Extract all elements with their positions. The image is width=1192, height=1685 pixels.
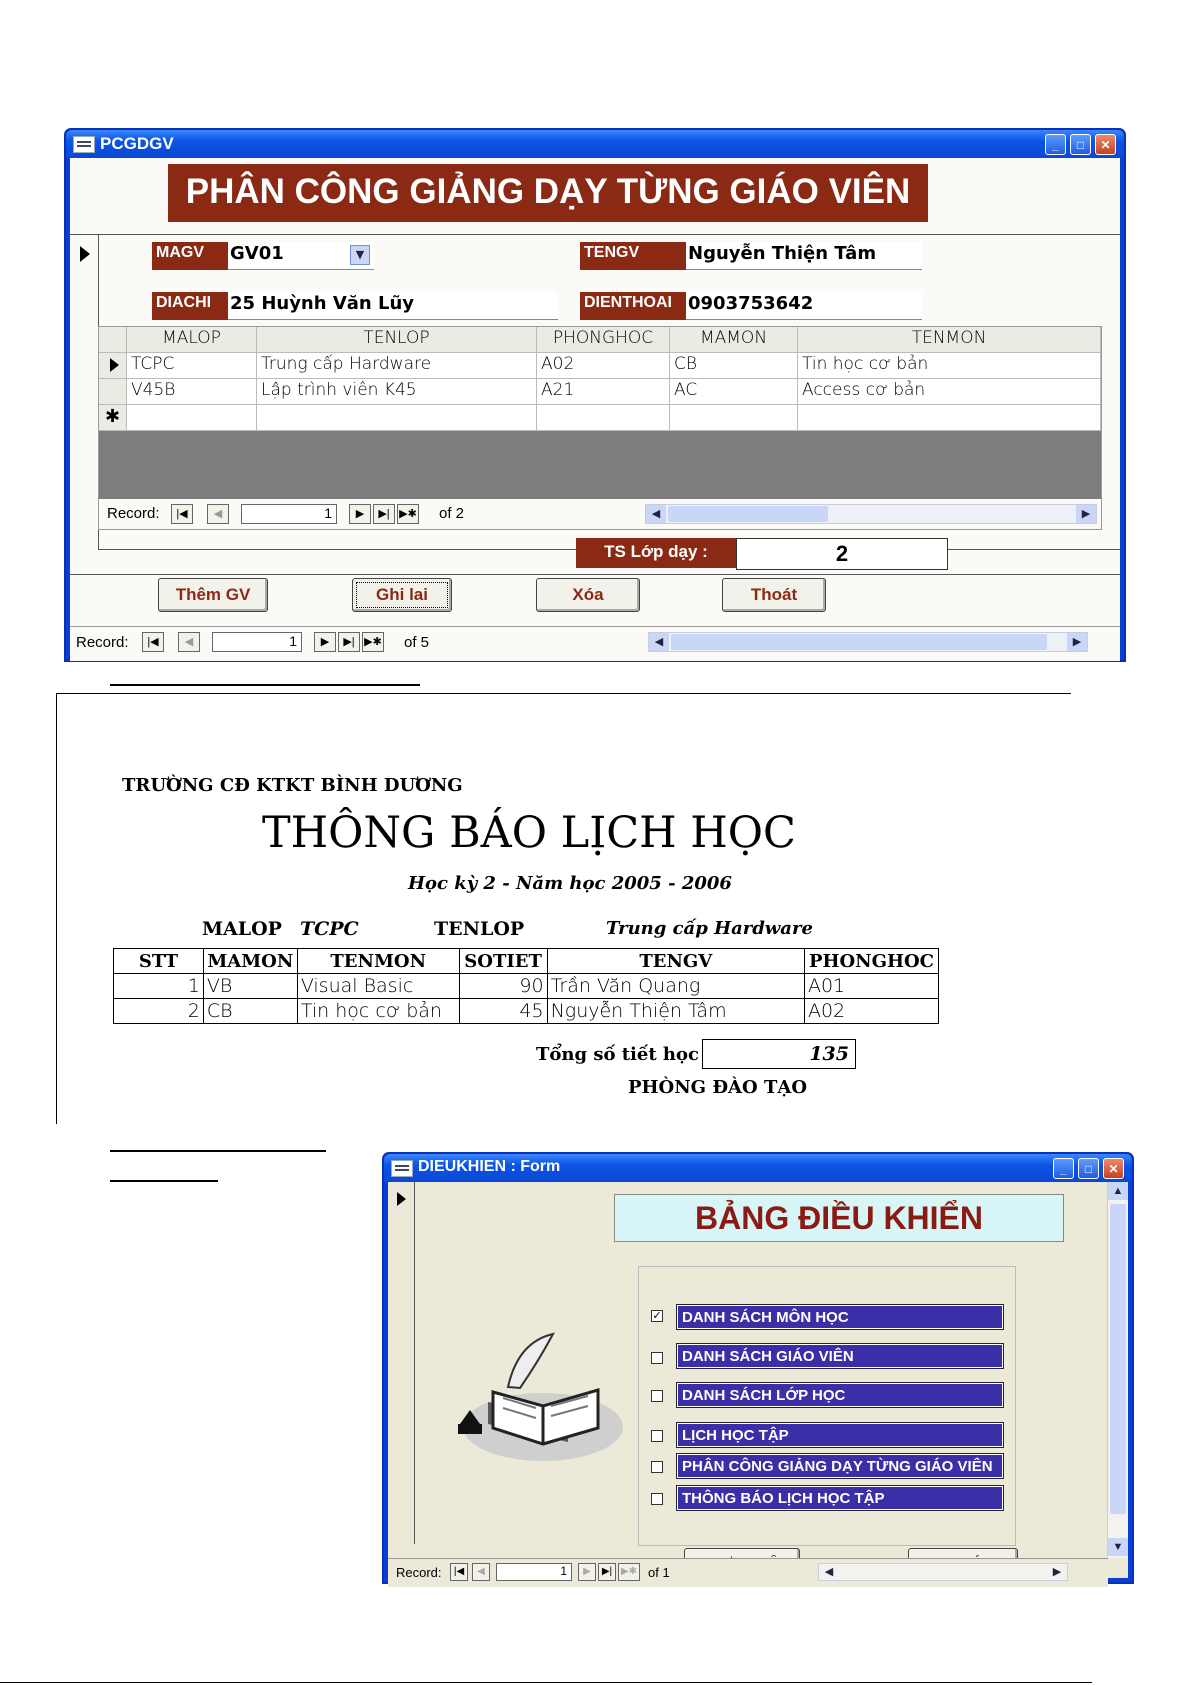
scroll-left-icon[interactable]: ◀: [646, 505, 666, 523]
menu-group: [638, 1266, 1016, 1546]
scroll-up-icon[interactable]: ▲: [1108, 1182, 1128, 1200]
record-label: Record:: [76, 634, 129, 651]
checkbox-danh-sach-lop-hoc[interactable]: [651, 1390, 663, 1402]
last-record-icon[interactable]: ▶|: [598, 1563, 616, 1581]
cell-malop[interactable]: V45B: [127, 379, 257, 405]
cell-tengv: Trần Văn Quang: [547, 974, 804, 999]
exit-button[interactable]: Thoát: [722, 578, 826, 612]
cell-tenmon[interactable]: Access cơ bản: [798, 379, 1101, 405]
window-title: DIEUKHIEN : Form: [418, 1158, 561, 1175]
dieukhien-client: [388, 1182, 1128, 1578]
cell-mamon: VB: [203, 974, 297, 999]
divider: [70, 574, 1120, 575]
window-title: PCGDGV: [100, 134, 174, 153]
row-selector[interactable]: [99, 379, 127, 405]
book-illustration-icon: [448, 1332, 628, 1482]
cell-tenmon: Tin học cơ bản: [297, 999, 459, 1024]
total-classes-label: TS Lớp dạy :: [576, 538, 736, 568]
col-header-phonghoc[interactable]: PHONGHOC: [537, 327, 670, 353]
col-header-mamon: MAMON: [203, 949, 297, 974]
cell-mamon: CB: [203, 999, 297, 1024]
save-button[interactable]: Ghi lai: [352, 578, 452, 612]
add-teacher-button[interactable]: Thêm GV: [158, 578, 268, 612]
first-record-icon[interactable]: |◀: [171, 504, 193, 524]
tenlop-value: Trung cấp Hardware: [606, 918, 813, 939]
new-row-cell[interactable]: [127, 405, 257, 431]
scroll-thumb[interactable]: [1110, 1204, 1126, 1514]
diachi-field[interactable]: 25 Huỳnh Văn Lũy: [228, 292, 558, 320]
form-navigation-bar: [70, 626, 1120, 661]
subform-datasheet[interactable]: [98, 326, 1102, 530]
next-record-icon[interactable]: ▶: [314, 632, 336, 652]
dienthoai-label: DIENTHOAI: [580, 292, 686, 320]
scroll-left-icon[interactable]: ◀: [649, 633, 669, 651]
col-header-tenmon[interactable]: TENMON: [798, 327, 1101, 353]
cell-mamon[interactable]: CB: [670, 353, 798, 379]
current-record-arrow-icon: [80, 246, 90, 262]
next-record-icon[interactable]: ▶: [349, 504, 371, 524]
total-classes-value: 2: [736, 538, 948, 570]
col-header-tenlop[interactable]: TENLOP: [257, 327, 537, 353]
form-icon[interactable]: [391, 1160, 413, 1177]
last-record-icon[interactable]: ▶|: [338, 632, 360, 652]
scroll-right-icon[interactable]: ▶: [1052, 1566, 1062, 1578]
cell-stt: 2: [114, 999, 204, 1024]
record-count: of 1: [648, 1565, 670, 1580]
scroll-right-icon[interactable]: ▶: [1067, 633, 1087, 651]
delete-button[interactable]: Xóa: [536, 578, 640, 612]
cell-mamon[interactable]: AC: [670, 379, 798, 405]
datasheet-empty-area: [99, 431, 1101, 499]
diachi-label: DIACHI: [152, 292, 228, 320]
current-record-arrow-icon: [397, 1192, 406, 1206]
row-selector-header: [99, 327, 127, 353]
total-hours-value: 135: [702, 1039, 856, 1069]
checkbox-danh-sach-mon-hoc[interactable]: ✓: [652, 1310, 662, 1322]
record-label: Record:: [107, 505, 160, 522]
previous-record-icon[interactable]: ◀: [207, 504, 229, 524]
chevron-down-icon[interactable]: ▼: [350, 245, 370, 265]
form-heading: PHÂN CÔNG GIẢNG DẠY TỪNG GIÁO VIÊN: [168, 164, 928, 222]
table-header: [114, 949, 939, 974]
checkbox-danh-sach-giao-vien[interactable]: [651, 1352, 663, 1364]
horizontal-scrollbar[interactable]: [648, 632, 1088, 652]
magv-label: MAGV: [152, 242, 228, 270]
record-number-input[interactable]: 1: [496, 1563, 572, 1581]
table-row: [114, 974, 939, 999]
new-row-cell[interactable]: [257, 405, 537, 431]
form-navigation-bar: [388, 1558, 1108, 1587]
checkbox-thong-bao-lich-hoc-tap[interactable]: [651, 1493, 663, 1505]
report-title: THÔNG BÁO LỊCH HỌC: [262, 808, 796, 858]
pcgdgv-window: [64, 128, 1126, 662]
total-hours-label: Tổng số tiết học: [536, 1044, 699, 1065]
first-record-icon[interactable]: |◀: [142, 632, 164, 652]
cell-tengv: Nguyễn Thiện Tâm: [547, 999, 804, 1024]
subform-navigation-bar: [99, 499, 1101, 529]
cell-tenlop[interactable]: Trung cấp Hardware: [257, 353, 537, 379]
next-record-icon[interactable]: ▶: [578, 1563, 596, 1581]
menu-item-danh-sach-mon-hoc[interactable]: DANH SÁCH MÔN HỌC: [677, 1305, 1003, 1329]
control-panel-heading: BẢNG ĐIỀU KHIỂN: [614, 1194, 1064, 1242]
record-count: of 5: [404, 634, 430, 651]
col-header-sotiet: SOTIET: [459, 949, 547, 974]
cell-malop[interactable]: TCPC: [127, 353, 257, 379]
maximize-icon[interactable]: □: [1070, 134, 1091, 155]
last-record-icon[interactable]: ▶|: [373, 504, 395, 524]
scroll-down-icon[interactable]: ▼: [1108, 1538, 1128, 1556]
new-row-cell[interactable]: [670, 405, 798, 431]
new-row-cell[interactable]: [537, 405, 670, 431]
menu-item-danh-sach-giao-vien[interactable]: DANH SÁCH GIÁO VIÊN: [677, 1344, 1003, 1368]
close-icon[interactable]: ✕: [1095, 134, 1116, 155]
scroll-right-icon[interactable]: ▶: [1076, 505, 1096, 523]
divider: [70, 234, 1120, 235]
cell-sotiet: 90: [459, 974, 547, 999]
record-number-input[interactable]: 1: [241, 504, 337, 524]
maximize-icon[interactable]: □: [1078, 1158, 1099, 1179]
menu-item-lich-hoc-tap[interactable]: LỊCH HỌC TẬP: [677, 1423, 1003, 1447]
pcgdgv-titlebar[interactable]: [66, 130, 1124, 158]
malop-label: MALOP: [202, 918, 282, 940]
row-selector[interactable]: [99, 353, 127, 379]
underline: [110, 1180, 218, 1182]
menu-item-thong-bao-lich-hoc-tap[interactable]: THÔNG BÁO LỊCH HỌC TẬP: [677, 1486, 1003, 1510]
tengv-field[interactable]: Nguyễn Thiện Tâm: [686, 242, 922, 270]
cell-phonghoc[interactable]: A21: [537, 379, 670, 405]
record-selector[interactable]: [388, 1182, 415, 1544]
cell-tenlop[interactable]: Lập trình viên K45: [257, 379, 537, 405]
cell-stt: 1: [114, 974, 204, 999]
previous-record-icon[interactable]: ◀: [472, 1563, 490, 1581]
cell-phonghoc[interactable]: A02: [537, 353, 670, 379]
magv-value: GV01: [230, 243, 284, 264]
col-header-phonghoc: PHONGHOC: [804, 949, 938, 974]
new-row-cell[interactable]: [798, 405, 1101, 431]
table-row: [114, 999, 939, 1024]
tenlop-label: TENLOP: [434, 918, 525, 940]
underline: [110, 684, 420, 686]
cell-phonghoc: A01: [804, 974, 938, 999]
current-row-arrow-icon: [110, 358, 119, 372]
minimize-icon[interactable]: _: [1053, 1158, 1074, 1179]
first-record-icon[interactable]: |◀: [450, 1563, 468, 1581]
schedule-table: [113, 948, 939, 1024]
pcgdgv-client: [70, 158, 1120, 656]
minimize-icon[interactable]: _: [1045, 134, 1066, 155]
report-footer: PHÒNG ĐÀO TẠO: [628, 1077, 807, 1098]
scroll-thumb[interactable]: [671, 634, 1047, 650]
checkbox-lich-hoc-tap[interactable]: [651, 1430, 663, 1442]
cell-tenmon: Visual Basic: [297, 974, 459, 999]
horizontal-scrollbar[interactable]: [818, 1563, 1068, 1581]
previous-record-icon[interactable]: ◀: [178, 632, 200, 652]
vertical-scrollbar[interactable]: [1107, 1182, 1128, 1558]
close-icon[interactable]: ✕: [1103, 1158, 1124, 1179]
dieukhien-window: [382, 1152, 1134, 1584]
record-selector[interactable]: [70, 235, 99, 549]
malop-value: TCPC: [300, 918, 359, 940]
school-name: TRƯỜNG CĐ KTKT BÌNH DƯƠNG: [122, 775, 463, 796]
tengv-label: TENGV: [580, 242, 686, 270]
menu-item-danh-sach-lop-hoc[interactable]: DANH SÁCH LỚP HỌC: [677, 1383, 1003, 1407]
record-count: of 2: [439, 505, 465, 522]
dieukhien-titlebar[interactable]: [384, 1154, 1132, 1182]
form-icon[interactable]: [73, 136, 95, 153]
menu-item-phan-cong-giang-day[interactable]: PHÂN CÔNG GIẢNG DẠY TỪNG GIÁO VIÊN: [677, 1454, 1003, 1478]
magv-combobox[interactable]: [228, 242, 374, 270]
cell-tenmon[interactable]: Tin học cơ bản: [798, 353, 1101, 379]
cell-phonghoc: A02: [804, 999, 938, 1024]
scroll-thumb[interactable]: [668, 506, 828, 522]
scroll-left-icon[interactable]: ◀: [824, 1566, 834, 1578]
col-header-tengv: TENGV: [547, 949, 804, 974]
report-subtitle: Học kỳ 2 - Năm học 2005 - 2006: [408, 873, 732, 894]
col-header-malop[interactable]: MALOP: [127, 327, 257, 353]
underline: [110, 1150, 326, 1152]
new-record-asterisk-icon[interactable]: ✱: [99, 405, 127, 431]
record-label: Record:: [396, 1565, 442, 1580]
new-record-icon[interactable]: ▶✱: [362, 632, 384, 652]
col-header-tenmon: TENMON: [297, 949, 459, 974]
new-record-icon[interactable]: ▶✱: [618, 1563, 640, 1581]
dienthoai-field[interactable]: 0903753642: [686, 292, 922, 320]
record-number-input[interactable]: 1: [212, 632, 302, 652]
new-record-icon[interactable]: ▶✱: [397, 504, 419, 524]
col-header-mamon[interactable]: MAMON: [670, 327, 798, 353]
cell-sotiet: 45: [459, 999, 547, 1024]
horizontal-scrollbar[interactable]: [645, 504, 1097, 524]
page-footer-rule: [0, 1682, 1092, 1683]
checkbox-phan-cong-giang-day[interactable]: [651, 1461, 663, 1473]
col-header-stt: STT: [114, 949, 204, 974]
